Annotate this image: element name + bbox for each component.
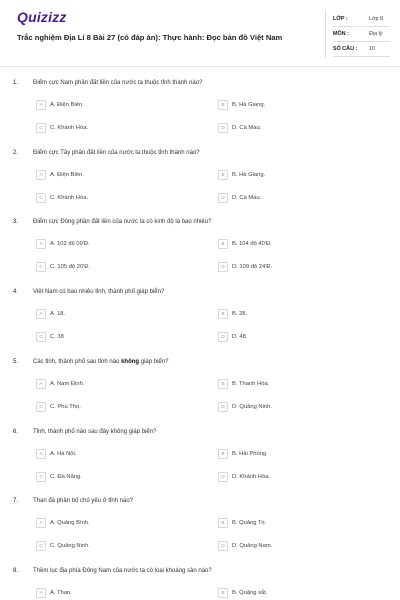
meta-question-count <box>333 42 390 57</box>
option-letter-box: B <box>218 379 228 389</box>
meta-class-label: LỚP : <box>333 16 348 22</box>
question-number: 2. <box>13 150 19 156</box>
option-text: C. Khánh Hòa. <box>50 125 89 131</box>
question-text-part: giáp biển? <box>139 359 169 365</box>
option-text: B. Hải Phòng. <box>232 451 268 457</box>
option-letter-box: A <box>36 100 46 110</box>
option-letter-box: B <box>218 100 228 110</box>
question-text-emphasis: không <box>121 359 140 365</box>
option-letter-box: D <box>218 472 228 482</box>
option-text: A. Hà Nội. <box>50 451 77 457</box>
question-2 <box>0 150 400 220</box>
option-letter-box: B <box>218 309 228 319</box>
option-letter-box: A <box>36 588 46 598</box>
option-text: D. Khánh Hòa. <box>232 474 271 480</box>
option-letter-box: B <box>218 449 228 459</box>
question-text: Việt Nam có bao nhiêu tỉnh, thành phố giáp biển? <box>33 289 165 295</box>
header-divider-line <box>0 66 400 67</box>
option-text: C. Phú Thọ. <box>50 404 81 410</box>
option-letter-box: A <box>36 449 46 459</box>
meta-subject-label: MÔN : <box>333 31 349 37</box>
option-letter-box: C <box>36 193 46 203</box>
option-letter-box: C <box>36 332 46 342</box>
option-text: C. Đà Nẵng. <box>50 474 82 480</box>
option-letter-box: D <box>218 262 228 272</box>
meta-class <box>333 12 390 27</box>
option-letter-box: B <box>218 588 228 598</box>
option-letter-box: C <box>36 541 46 551</box>
option-text: D. Quảng Ninh. <box>232 404 272 410</box>
option-text: A. Than. <box>50 590 72 596</box>
question-text-part: Các tỉnh, thành phố sau tỉnh nào <box>33 359 122 365</box>
question-text: Điểm cực Đông phần đất liền của nước ta có kinh độ là bao nhiêu? <box>33 219 212 225</box>
question-number: 7. <box>13 498 19 504</box>
option-letter-box: C <box>36 472 46 482</box>
header-divider <box>325 10 326 58</box>
option-text: B. Quặng sắt. <box>232 590 268 596</box>
option-text: C. Khánh Hòa. <box>50 195 89 201</box>
question-number: 1. <box>13 80 19 86</box>
question-text: Điểm cực Nam phần đất liền của nước ta thuộc tỉnh thành nào? <box>33 80 203 86</box>
option-text: D. Cà Mau. <box>232 195 262 201</box>
option-letter-box: A <box>36 239 46 249</box>
option-text: B. Thanh Hóa. <box>232 381 270 387</box>
option-letter-box: B <box>218 518 228 528</box>
question-number: 6. <box>13 429 19 435</box>
option-letter-box: A <box>36 309 46 319</box>
question-4 <box>0 289 400 359</box>
option-text: A. Quảng Bình. <box>50 520 90 526</box>
question-text: Than đá phân bố chủ yếu ở tỉnh nào? <box>33 498 134 504</box>
question-number: 3. <box>13 219 19 225</box>
option-letter-box: D <box>218 541 228 551</box>
worksheet-header <box>0 0 400 66</box>
option-text: D. 109 độ 24'Đ. <box>232 264 273 270</box>
question-text: Thềm lục địa phía Đông Nam của nước ta có loại khoáng sản nào? <box>33 568 212 574</box>
option-text: D. 48. <box>232 334 248 340</box>
option-letter-box: B <box>218 239 228 249</box>
option-letter-box: D <box>218 402 228 412</box>
option-text: B. Hà Giang. <box>232 102 266 108</box>
meta-count-value: 10 <box>369 46 375 52</box>
option-letter-box: A <box>36 170 46 180</box>
question-number: 4. <box>13 289 19 295</box>
option-text: C. 105 độ 20'Đ. <box>50 264 91 270</box>
meta-subject-value: Địa lý <box>369 31 383 37</box>
question-6 <box>0 429 400 499</box>
question-8 <box>0 568 400 600</box>
option-text: A. Nam Định. <box>50 381 85 387</box>
question-text: Điểm cực Tây phần đất liền của nước ta thuộc tỉnh thành nào? <box>33 150 200 156</box>
option-letter-box: D <box>218 123 228 133</box>
question-5 <box>0 359 400 429</box>
option-letter-box: A <box>36 518 46 528</box>
question-text <box>33 359 168 365</box>
meta-subject <box>333 27 390 42</box>
option-text: B. Quảng Trị. <box>232 520 267 526</box>
option-letter-box: D <box>218 332 228 342</box>
question-3 <box>0 219 400 289</box>
question-7 <box>0 498 400 568</box>
option-text: A. 102 độ 09'Đ. <box>50 241 90 247</box>
option-letter-box: C <box>36 123 46 133</box>
worksheet-title: Trắc nghiệm Địa Lí 8 Bài 27 (có đáp án): Thực hành: Đọc bản đồ Việt Nam <box>17 33 283 42</box>
question-number: 5. <box>13 359 19 365</box>
meta-count-label: SỐ CÂU : <box>333 46 358 52</box>
question-text: Tỉnh, thành phố nào sau đây không giáp biển? <box>33 429 157 435</box>
question-number: 8. <box>13 568 19 574</box>
option-letter-box: B <box>218 170 228 180</box>
option-text: C. 38 <box>50 334 64 340</box>
option-letter-box: C <box>36 402 46 412</box>
meta-class-value: Lớp 8 <box>369 16 384 22</box>
option-text: C. Quảng Ninh. <box>50 543 90 549</box>
option-text: B. 104 độ 40'Đ. <box>232 241 272 247</box>
quizizz-logo: Quizizz <box>17 9 67 25</box>
option-letter-box: D <box>218 193 228 203</box>
option-text: A. Điện Biên. <box>50 102 84 108</box>
option-text: A. 18. <box>50 311 66 317</box>
option-letter-box: A <box>36 379 46 389</box>
option-text: D. Quảng Nam. <box>232 543 273 549</box>
question-1 <box>0 80 400 150</box>
option-text: A. Điện Biên. <box>50 172 84 178</box>
option-text: B. 28. <box>232 311 248 317</box>
option-letter-box: C <box>36 262 46 272</box>
option-text: D. Cà Mau. <box>232 125 262 131</box>
option-text: B. Hà Giang. <box>232 172 266 178</box>
